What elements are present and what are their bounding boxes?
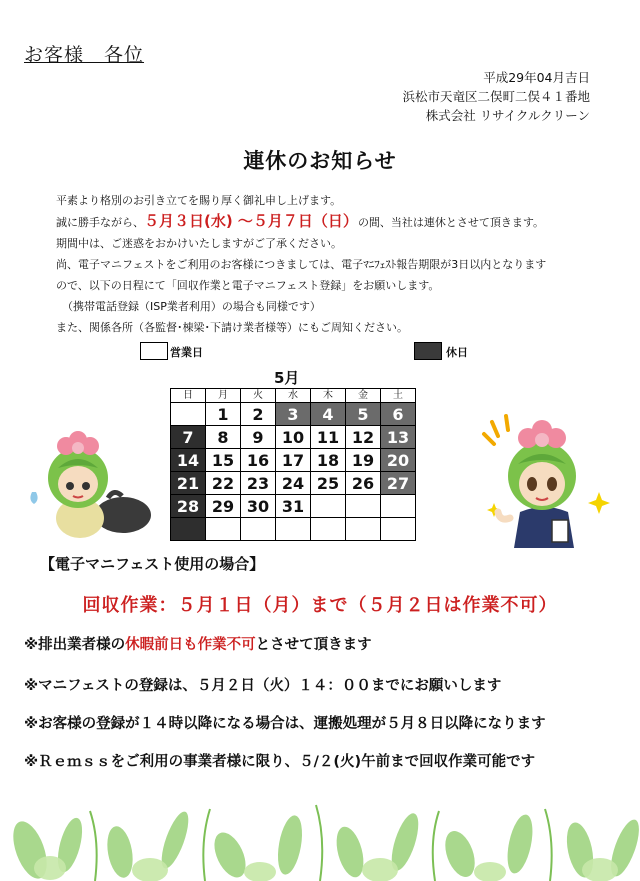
calendar-day-holiday: 3 — [276, 403, 311, 426]
calendar-day-open: 24 — [276, 472, 311, 495]
calendar-day-holiday: 28 — [171, 495, 206, 518]
calendar-day-open: 18 — [311, 449, 346, 472]
calendar-day-holiday: 13 — [381, 426, 416, 449]
weekday-header: 金 — [346, 389, 381, 403]
calendar-week-row — [171, 403, 416, 426]
calendar-day-open: 10 — [276, 426, 311, 449]
calendar-day-open: 9 — [241, 426, 276, 449]
body-line-6: （携帯電話登録（ISP業者利用）の場合も同様です） — [62, 300, 321, 313]
calendar-day-open: 30 — [241, 495, 276, 518]
calendar-day-holiday: 14 — [171, 449, 206, 472]
notice-title: 連休のお知らせ — [243, 149, 397, 173]
company-name: 株式会社 リサイクルクリーン — [425, 108, 590, 123]
legend-open-swatch — [140, 342, 168, 360]
note-3: ※お客様の登録が１４時以降になる場合は、運搬処理が５月８日以降になります — [24, 716, 546, 732]
calendar-day-open: 29 — [206, 495, 241, 518]
calendar-day-open — [346, 518, 381, 541]
calendar-day-open: 22 — [206, 472, 241, 495]
notice-body — [56, 190, 616, 338]
legend-closed-swatch — [414, 342, 442, 360]
calendar-day-open — [171, 403, 206, 426]
calendar-day-open: 16 — [241, 449, 276, 472]
calendar-day-open — [276, 518, 311, 541]
issue-date: 平成29年04月吉日 — [483, 70, 590, 85]
calendar-day-open — [311, 518, 346, 541]
collection-deadline: 回収作業：５月１日（月）まで（５月２日は作業不可） — [82, 595, 558, 616]
addressee: お客様 各位 — [24, 44, 145, 66]
calendar-day-open: 12 — [346, 426, 381, 449]
legend-closed-label: 休日 — [446, 346, 468, 359]
calendar-day-holiday: 27 — [381, 472, 416, 495]
calendar-day-open: 1 — [206, 403, 241, 426]
body-line-2 — [56, 211, 616, 233]
calendar-day-holiday: 6 — [381, 403, 416, 426]
calendar-week-row — [171, 518, 416, 541]
mascot-right-illustration — [470, 404, 615, 549]
weekday-header: 月 — [206, 389, 241, 403]
weekday-header: 木 — [311, 389, 346, 403]
calendar-day-holiday: 7 — [171, 426, 206, 449]
calendar-day-open: 26 — [346, 472, 381, 495]
note-1 — [24, 633, 372, 654]
body-line-1: 平素より格別のお引き立てを賜り厚く御礼申し上げます。 — [56, 194, 342, 207]
weekday-header: 土 — [381, 389, 416, 403]
legend-open-label: 営業日 — [170, 346, 203, 359]
calendar-week-row — [171, 449, 416, 472]
sender-block — [402, 68, 590, 125]
weekday-header: 日 — [171, 389, 206, 403]
note-2: ※マニフェストの登録は、５月２日（火）１４：００までにお願いします — [24, 678, 502, 694]
calendar-day-open: 2 — [241, 403, 276, 426]
weekday-header: 水 — [276, 389, 311, 403]
manifest-section-header: 【電子マニフェスト使用の場合】 — [40, 555, 265, 573]
calendar-day-open — [381, 495, 416, 518]
calendar-day-open — [311, 495, 346, 518]
calendar-day-open — [381, 518, 416, 541]
calendar-month: 5月 — [274, 369, 300, 387]
body-line-2-pre: 誠に勝手ながら、 — [56, 216, 144, 229]
body-line-3: 期間中は、ご迷惑をおかけいたしますがご了承ください。 — [56, 237, 342, 250]
note-1-post: とさせて頂きます — [255, 637, 372, 653]
calendar-week-row — [171, 426, 416, 449]
calendar-day-open — [206, 518, 241, 541]
company-address: 浜松市天竜区二俣町二俣４１番地 — [402, 89, 590, 104]
holiday-dates: ５月３日(水) ～５月７日（日） — [144, 212, 358, 230]
calendar-day-open: 11 — [311, 426, 346, 449]
calendar-day-open: 31 — [276, 495, 311, 518]
note-4: ※Ｒｅｍｓｓをご利用の事業者様に限り、５/２(火)午前まで回収作業可能です — [24, 754, 536, 770]
body-line-5: ので、以下の日程にて「回収作業と電子マニフェスト登録」をお願いします。 — [56, 279, 440, 292]
calendar-day-open: 17 — [276, 449, 311, 472]
calendar-day-holiday: 4 — [311, 403, 346, 426]
calendar-day-holiday — [171, 518, 206, 541]
calendar-day-open — [241, 518, 276, 541]
calendar-week-row — [171, 495, 416, 518]
plant-border-decoration — [0, 790, 640, 881]
mascot-left-illustration — [18, 420, 158, 560]
calendar-day-open: 23 — [241, 472, 276, 495]
calendar-day-open — [346, 495, 381, 518]
calendar-day-holiday: 5 — [346, 403, 381, 426]
calendar-day-open: 15 — [206, 449, 241, 472]
calendar-table — [170, 388, 416, 541]
calendar-week-row — [171, 472, 416, 495]
weekday-header: 火 — [241, 389, 276, 403]
calendar-day-holiday: 20 — [381, 449, 416, 472]
note-1-red: 休暇前日も作業不可 — [125, 637, 256, 653]
calendar-day-holiday: 21 — [171, 472, 206, 495]
calendar-day-open: 8 — [206, 426, 241, 449]
body-line-2-post: の間、当社は連休とさせて頂きます。 — [357, 216, 545, 229]
body-line-7: また、関係各所（各監督･棟梁･下請け業者様等）にもご周知ください。 — [56, 321, 408, 334]
calendar-day-open: 25 — [311, 472, 346, 495]
body-line-4: 尚、電子マニフェストをご利用のお客様につきましては、電子ﾏﾆﾌｪｽﾄ報告期限が3日以内となります — [56, 258, 547, 271]
note-1-pre: ※排出業者様の — [24, 637, 126, 653]
calendar-day-open: 19 — [346, 449, 381, 472]
